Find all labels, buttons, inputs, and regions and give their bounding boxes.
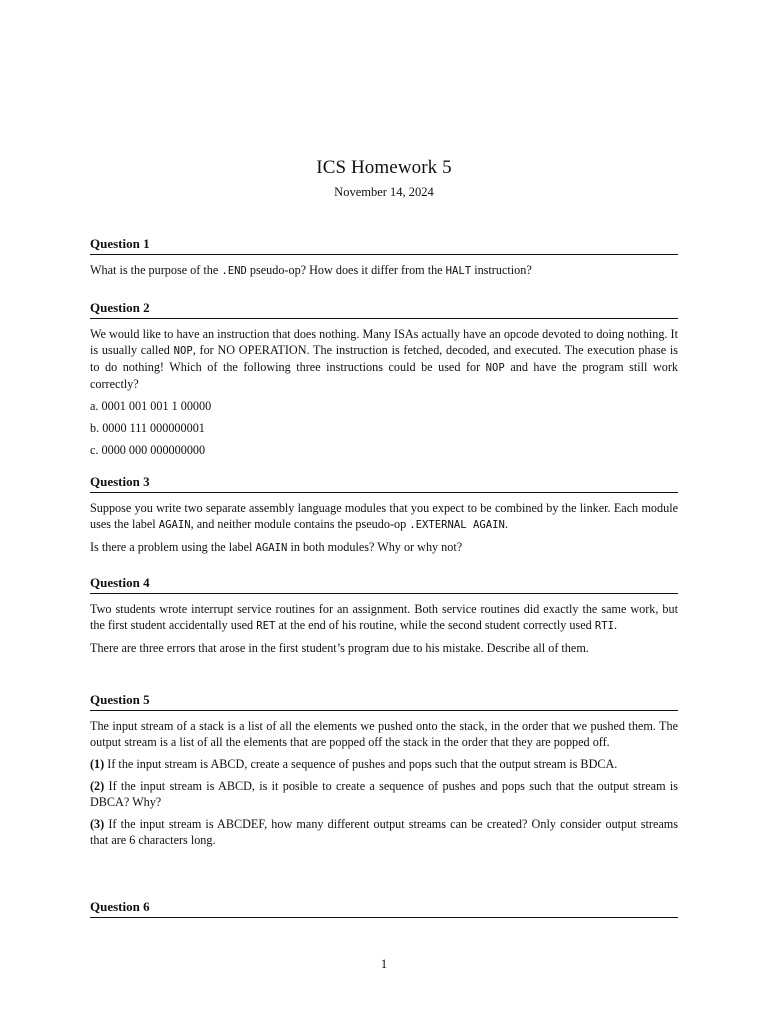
text-run: c. 0000 000 000000000 <box>90 443 206 457</box>
code-literal: AGAIN <box>255 542 288 554</box>
question-paragraph <box>90 756 678 772</box>
text-run: Is there a problem using the label <box>90 540 256 554</box>
question-heading: Question 6 <box>90 899 678 918</box>
code-literal: AGAIN <box>158 519 191 531</box>
question-body <box>90 500 678 556</box>
question-paragraph <box>90 718 678 750</box>
question-heading: Question 5 <box>90 692 678 711</box>
question-paragraph <box>90 442 678 458</box>
document-date: November 14, 2024 <box>334 185 434 199</box>
text-run: and have the program still work correctly? <box>90 360 678 391</box>
text-run: There are three errors that arose in the first student’s program due to his mistake. Describe all of them. <box>90 641 589 655</box>
text-run: The input stream of a stack is a list of all the elements we pushed onto the stack, in the order that we pushed them. The output stream is a list of all the elements that are popped off the stack in the order that they are popped off. <box>90 719 678 749</box>
question-6 <box>90 899 678 918</box>
question-4 <box>90 575 678 662</box>
question-heading: Question 4 <box>90 575 678 594</box>
text-run: . <box>504 517 508 531</box>
part-label: (3) <box>90 817 105 831</box>
text-run: , and neither module contains the pseudo-op <box>190 517 410 531</box>
text-run: What is the purpose of the <box>90 263 222 277</box>
code-literal: .EXTERNAL AGAIN <box>409 519 505 531</box>
code-literal: NOP <box>485 362 505 374</box>
code-literal: RET <box>256 620 276 632</box>
text-run: at the end of his routine, while the second student correctly used <box>275 618 595 632</box>
code-literal: .END <box>221 265 247 277</box>
text-run: . <box>613 618 618 632</box>
question-heading: Question 2 <box>90 300 678 319</box>
text-run: , for NO OPERATION. The instruction is fetched, decoded, and executed. The execution phase is to do nothing! Which of the following three instructions could be used for <box>90 343 678 374</box>
text-run: instruction? <box>471 263 532 277</box>
question-heading: Question 1 <box>90 236 678 255</box>
question-paragraph <box>90 262 678 279</box>
question-paragraph <box>90 500 678 533</box>
question-body <box>90 718 678 848</box>
text-run: If the input stream is ABCD, create a sequence of pushes and pops such that the output stream is BDCA. <box>104 757 618 771</box>
code-literal: NOP <box>173 345 193 357</box>
text-run: b. 0000 111 000000001 <box>90 421 205 435</box>
question-paragraph <box>90 398 678 414</box>
question-3 <box>90 474 678 562</box>
question-2 <box>90 300 678 464</box>
document-title: ICS Homework 5 <box>316 157 452 178</box>
text-run: If the input stream is ABCDEF, how many different output streams can be created? Only consider output streams that are 6 characters long. <box>90 817 678 847</box>
question-paragraph <box>90 326 678 392</box>
question-paragraph <box>90 601 678 634</box>
text-run: in both modules? Why or why not? <box>287 540 463 554</box>
question-paragraph <box>90 539 678 556</box>
question-heading: Question 3 <box>90 474 678 493</box>
part-label: (2) <box>90 779 105 793</box>
part-label: (1) <box>90 757 105 771</box>
question-body <box>90 601 678 656</box>
text-run: If the input stream is ABCD, is it posible to create a sequence of pushes and pops such that the output stream is DBCA? Why? <box>90 779 678 809</box>
question-1 <box>90 236 678 285</box>
code-literal: HALT <box>445 265 472 277</box>
text-run: a. 0001 001 001 1 00000 <box>90 399 212 413</box>
page-number: 1 <box>380 957 388 971</box>
text-run: Two students wrote interrupt service routines for an assignment. Both service routines did exactly the same work, but the first student accidentally used <box>90 602 678 632</box>
text-run: pseudo-op? How does it differ from the <box>246 263 446 277</box>
question-paragraph <box>90 778 678 810</box>
question-body <box>90 326 678 458</box>
text-run: Suppose you write two separate assembly language modules that you expect to be combined by the linker. Each module uses the label <box>90 501 678 531</box>
code-literal: RTI <box>594 620 614 632</box>
question-5 <box>90 692 678 854</box>
question-paragraph <box>90 816 678 848</box>
question-paragraph <box>90 420 678 436</box>
text-run: We would like to have an instruction that does nothing. Many ISAs actually have an opcode devoted to doing nothing. It is usually called <box>90 327 678 357</box>
question-paragraph <box>90 640 678 656</box>
question-body <box>90 262 678 279</box>
